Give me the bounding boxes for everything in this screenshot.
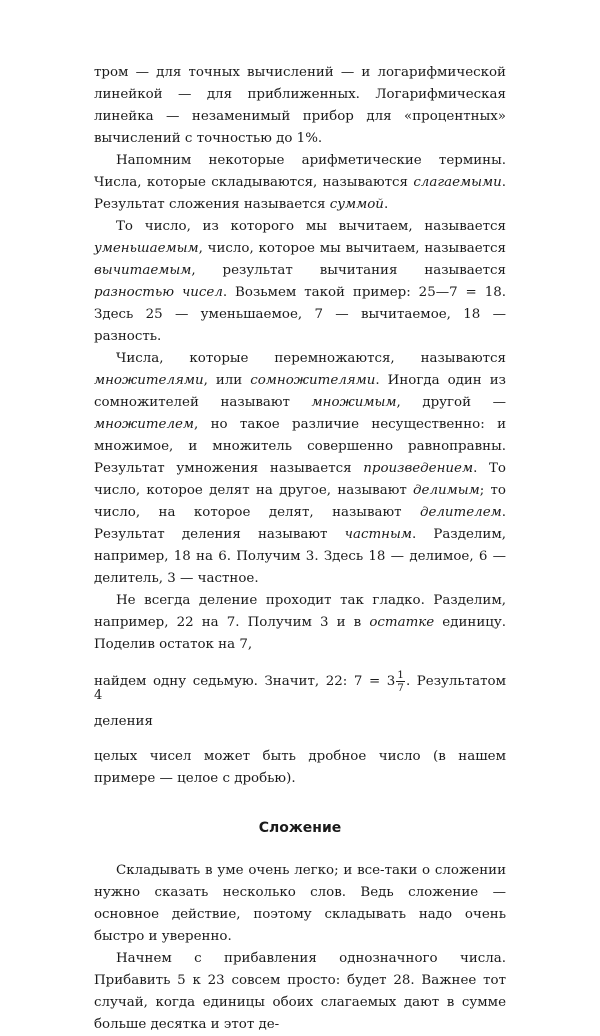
paragraph-4-text-e: . Иногда один из сомножителей называют [94, 373, 506, 410]
paragraph-4-text-c: , или [203, 373, 251, 388]
paragraph-5-text-d: найдем одну седьмую. Значит, 22: 7 = 3 [94, 674, 396, 689]
term-mnozhiteli: множителями [94, 373, 204, 388]
paragraph-6-text: Складывать в уме очень легко; и все-таки о сложении нужно сказать несколько слов. Ведь сложение — основное действие, поэтому складывать надо очень быстро и уверенно. [94, 863, 506, 944]
term-chastnoe: частным [344, 527, 412, 542]
paragraph-3-text-a: То число, из которого мы вычитаем, называется [116, 219, 506, 234]
term-raznost: разностью чисел [94, 285, 223, 300]
paragraph-7 [94, 948, 506, 1036]
paragraph-2-text-e: . [383, 197, 389, 212]
paragraph-3 [94, 216, 506, 348]
paragraph-4-text-i: , но такое различие несущественно: и множимое, и множитель совершенно равноправны. Результат умножения называется [94, 417, 506, 476]
term-mnozhitel: множителем [94, 417, 195, 432]
page-body [94, 62, 506, 1036]
section-heading: Сложение [258, 820, 342, 836]
paragraph-5 [94, 590, 506, 656]
fraction-numerator: 1 [397, 669, 404, 681]
paragraph-5-text-c: единицу. Поделив остаток на 7, [94, 615, 506, 652]
paragraph-4 [94, 348, 506, 590]
term-somnozhiteli: сомножителями [250, 373, 376, 388]
paragraph-2-text-a: Напомним некоторые арифметические термины. Числа, которые складываются, называются [94, 153, 506, 190]
paragraph-3-text-c: , число, которое мы вычитаем, называется [198, 241, 506, 256]
term-slagaemye: слагаемыми [413, 175, 502, 190]
paragraph-5-fraction-line [94, 662, 506, 742]
paragraph-4-text-g: , другой — [396, 395, 506, 410]
fraction-one-seventh [396, 669, 405, 694]
term-summa: суммой [329, 197, 384, 212]
paragraph-2 [94, 150, 506, 216]
paragraph-4-text-k: . То число, которое делят на другое, называют [94, 461, 506, 498]
paragraph-5-text-f: целых чисел может быть дробное число (в нашем примере — целое с дробью). [94, 749, 506, 786]
paragraph-2-text-c: . Результат сложения называется [94, 175, 506, 212]
term-umenshaemoe: уменьшаемым [94, 241, 199, 256]
fraction-denominator: 7 [397, 682, 404, 694]
paragraph-5-continued [94, 746, 506, 790]
paragraph-7-text: Начнем с прибавления однозначного числа. Прибавить 5 к 23 совсем просто: будет 28. Важнее тот случай, когда единицы обоих слагаемых дают в сумме больше десятка и этот де- [94, 951, 506, 1032]
term-delimoe: делимым [413, 483, 480, 498]
term-ostatok: остатке [369, 615, 435, 630]
paragraph-4-text-a: Числа, которые перемножаются, называются [116, 351, 506, 366]
paragraph-6 [94, 860, 506, 948]
term-proizvedenie: произведением [363, 461, 474, 476]
paragraph-3-text-g: . Возьмем такой пример: 25—7 = 18. Здесь 25 — уменьшаемое, 7 — вычитаемое, 18 — разность. [94, 285, 506, 344]
term-vychitaemoe: вычитаемым [94, 263, 192, 278]
paragraph-5-text-e: . Результатом деления [94, 674, 506, 729]
paragraph-4-text-q: . Разделим, например, 18 на 6. Получим 3. Здесь 18 — делимое, 6 — делитель, 3 — частное. [94, 527, 506, 586]
paragraph-5-text-a: Не всегда деление проходит так гладко. Разделим, например, 22 на 7. Получим 3 и в [94, 593, 506, 630]
paragraph-4-text-o: . Результат деления называют [94, 505, 506, 542]
term-delitel: делителем [419, 505, 502, 520]
paragraph-1-text: тром — для точных вычислений — и логарифмической линейкой — для приближенных. Логарифмическая линейка — незаменимый прибор для «процентных» вычислений с точностью до 1%. [94, 65, 506, 146]
paragraph-1 [94, 62, 506, 150]
term-mnozhimoe: множимым [311, 395, 397, 410]
paragraph-4-text-m: ; то число, на которое делят, называют [94, 483, 506, 520]
page-number: 4 [94, 688, 103, 703]
paragraph-3-text-e: , результат вычитания называется [191, 263, 506, 278]
